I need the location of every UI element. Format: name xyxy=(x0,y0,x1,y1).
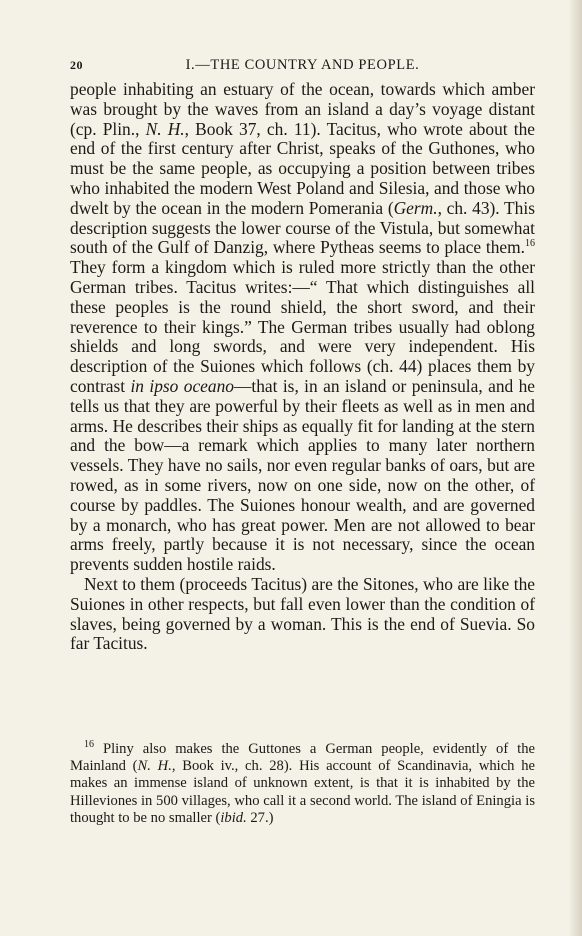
footnote xyxy=(70,741,535,827)
text-run: Pliny also makes the Guttones a German people, evidently of the Mainland ( xyxy=(70,741,535,775)
italic-citation: N. H. xyxy=(137,758,172,775)
running-head xyxy=(70,57,535,75)
italic-phrase: in ipso oceano xyxy=(130,375,234,396)
footnote-number: 16 xyxy=(84,739,94,751)
italic-citation: Germ. xyxy=(393,197,438,218)
footnote-text xyxy=(70,741,535,827)
italic-citation: N. H. xyxy=(145,118,185,139)
paragraph-1 xyxy=(70,80,535,575)
text-run: people inhabiting an estuary of the ocean, towards which amber was brought by the waves from an island a day’s voyage distant (cp. Plin., xyxy=(70,79,535,139)
page-edge-shadow xyxy=(568,0,582,936)
text-run: 27.) xyxy=(246,809,274,826)
body-text xyxy=(70,80,535,654)
page-number: 20 xyxy=(70,58,83,72)
text-run: , Book iv., ch. 28). His account of Scandinavia, which he makes an immense island of unknown extent, is that it is inhabited by the Hilleviones in 500 villages, who call it a second world. The island of Eningia is thought to be no smaller ( xyxy=(70,758,535,826)
text-run: , Book 37, ch. 11). Tacitus, who wrote about the end of the first century after Christ, speaks of the Guthones, who must be the same people, as occupying a position between tribes who inhabited the modern West Poland and Silesia, and those who dwelt by the ocean in the modern Pomerania ( xyxy=(70,118,536,218)
text-run: —that is, in an island or peninsula, and he tells us that they are powerful by their fleets as well as in men and arms. He describes their ships as equally fit for landing at the stern and the bow—a remark which applies to many later northern vessels. They have no sails, nor even regular banks of oars, but are rowed, as in some rivers, now on one side, now on the other, of course by paddles. The Suiones honour wealth, and are governed by a monarch, who has great power. Men are not allowed to bear arms freely, partly because it is not necessary, since the ocean prevents sudden hostile raids. xyxy=(70,375,536,575)
text-run: They form a kingdom which is ruled more strictly than the other German tribes. Tacitus writes:—“ That which distinguishes all these peoples is the round shield, the short sword, and their reverence to their kings.” The German tribes usually had oblong shields and long swords, and were very independent. His description of the Suiones which follows (ch. 44) places them by contrast xyxy=(70,257,535,396)
running-head-title: I.—THE COUNTRY AND PEOPLE. xyxy=(185,57,420,73)
italic-citation: ibid. xyxy=(220,809,247,826)
footnote-reference: 16 xyxy=(525,238,535,250)
paragraph-2: Next to them (proceeds Tacitus) are the Sitones, who are like the Suiones in other respects, but fall even lower than the condition of slaves, being governed by a woman. This is the end of Suevia. So far Tacitus. xyxy=(70,573,535,654)
text-run: , ch. 43). This description suggests the lower course of the Vistula, but somewhat south of the Gulf of Danzig, where Pytheas seems to place them. xyxy=(70,197,535,258)
